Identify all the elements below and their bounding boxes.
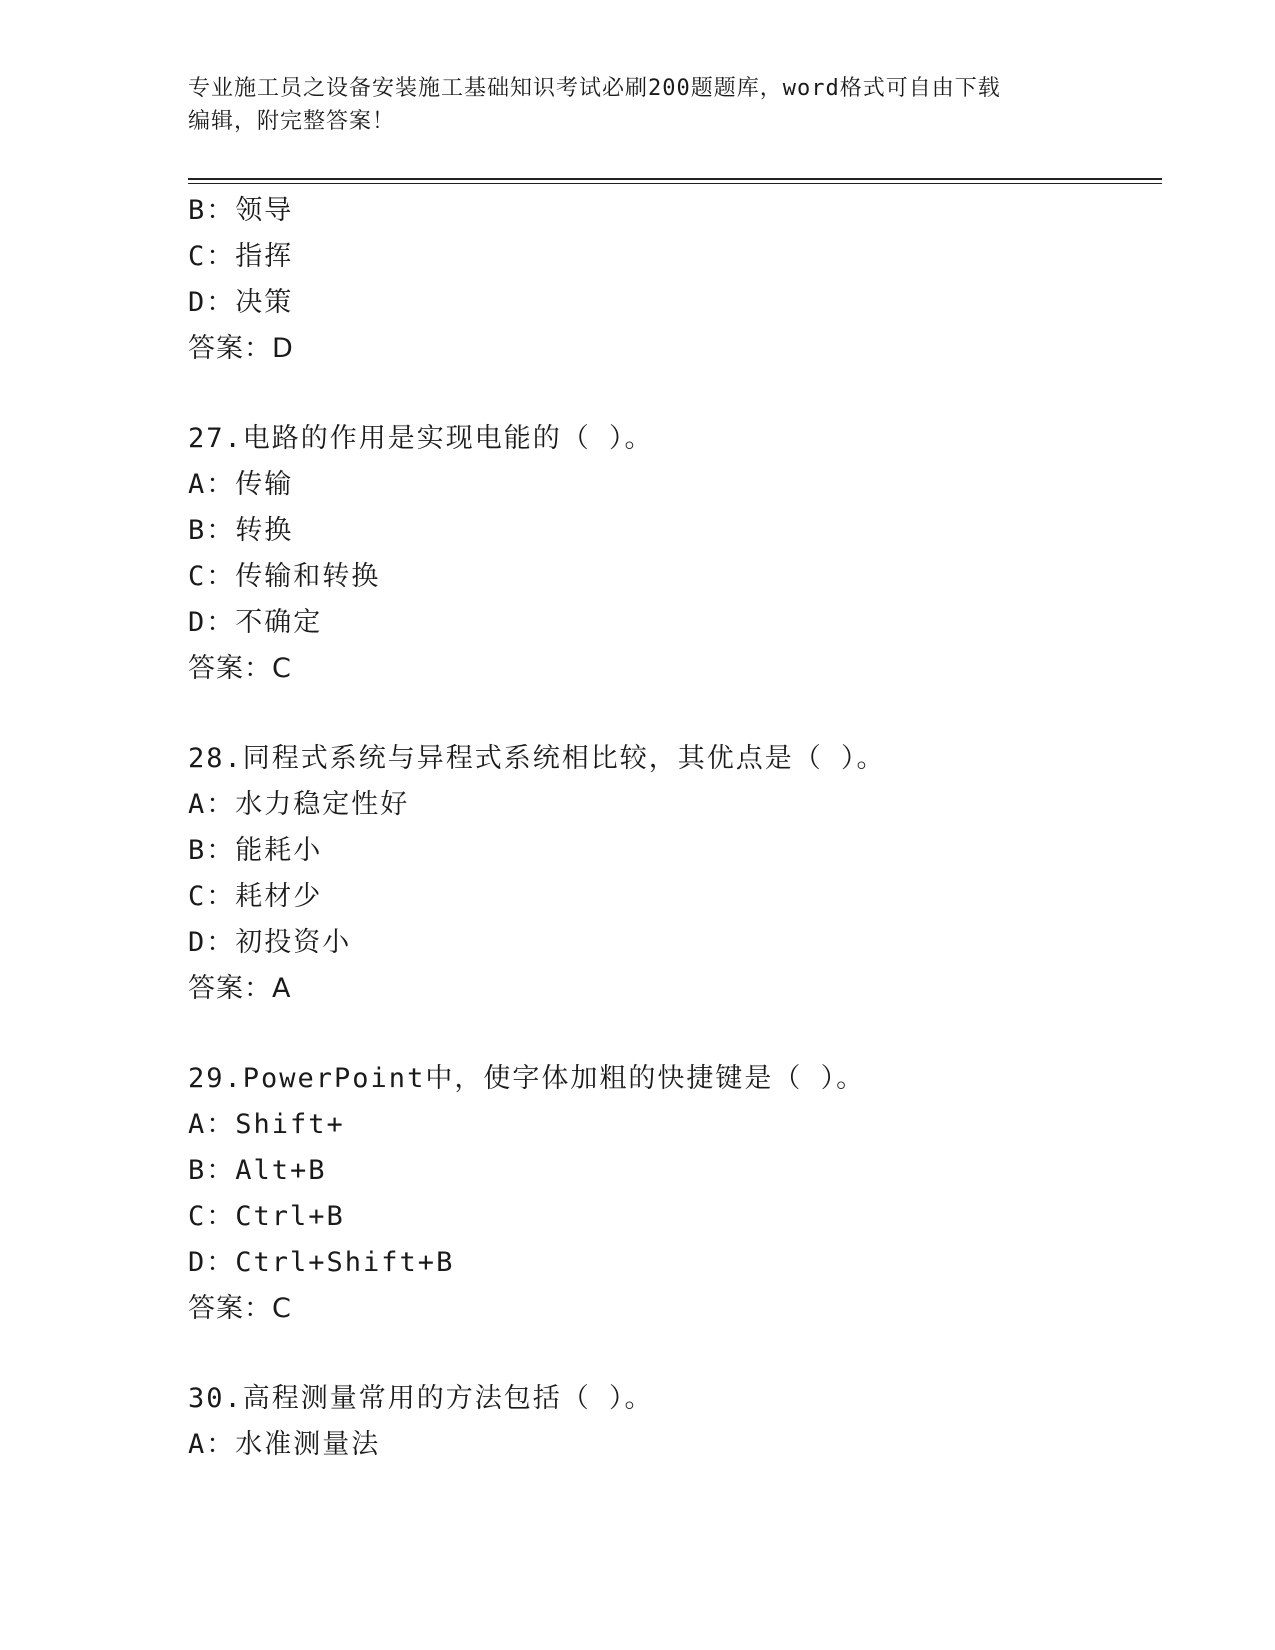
question-27 bbox=[188, 416, 1168, 692]
header-divider-thick bbox=[188, 178, 1162, 180]
answer-line: 答案：C bbox=[188, 653, 292, 684]
option-a: A：水准测量法 bbox=[188, 1429, 381, 1460]
question-stem: 29.PowerPoint中，使字体加粗的快捷键是（ ）。 bbox=[188, 1063, 866, 1094]
option-a: A：水力稳定性好 bbox=[188, 789, 410, 820]
spacer bbox=[188, 692, 1168, 736]
spacer bbox=[188, 372, 1168, 416]
answer-line: 答案：A bbox=[188, 973, 292, 1004]
answer-line: 答案：C bbox=[188, 1293, 292, 1324]
option-b: B：Alt+B bbox=[188, 1155, 327, 1186]
question-stem: 27.电路的作用是实现电能的（ ）。 bbox=[188, 423, 654, 454]
document-header bbox=[188, 72, 1088, 138]
question-26-partial bbox=[188, 188, 1168, 372]
option-b: B：能耗小 bbox=[188, 835, 323, 866]
option-c: C：耗材少 bbox=[188, 881, 323, 912]
question-29 bbox=[188, 1056, 1168, 1332]
question-stem: 28.同程式系统与异程式系统相比较，其优点是（ ）。 bbox=[188, 743, 886, 774]
question-stem: 30.高程测量常用的方法包括（ ）。 bbox=[188, 1383, 654, 1414]
spacer bbox=[188, 1012, 1168, 1056]
answer-line: 答案：D bbox=[188, 333, 294, 364]
option-d: D：Ctrl+Shift+B bbox=[188, 1247, 455, 1278]
option-d: D：不确定 bbox=[188, 607, 323, 638]
option-a: A：Shift+ bbox=[188, 1109, 345, 1140]
option-b: B：转换 bbox=[188, 515, 294, 546]
header-title-line-1: 专业施工员之设备安装施工基础知识考试必刷200题题库，word格式可自由下载 bbox=[188, 76, 1001, 101]
header-title-line-2: 编辑，附完整答案！ bbox=[188, 109, 396, 134]
option-a: A：传输 bbox=[188, 469, 294, 500]
question-28 bbox=[188, 736, 1168, 1012]
option-d: D：初投资小 bbox=[188, 927, 352, 958]
option-b: B：领导 bbox=[188, 195, 294, 226]
option-c: C：Ctrl+B bbox=[188, 1201, 345, 1232]
header-divider-thin bbox=[188, 183, 1162, 184]
option-d: D：决策 bbox=[188, 287, 294, 318]
spacer bbox=[188, 1332, 1168, 1376]
question-30 bbox=[188, 1376, 1168, 1468]
option-c: C：指挥 bbox=[188, 241, 294, 272]
question-list bbox=[188, 188, 1168, 1468]
option-c: C：传输和转换 bbox=[188, 561, 381, 592]
